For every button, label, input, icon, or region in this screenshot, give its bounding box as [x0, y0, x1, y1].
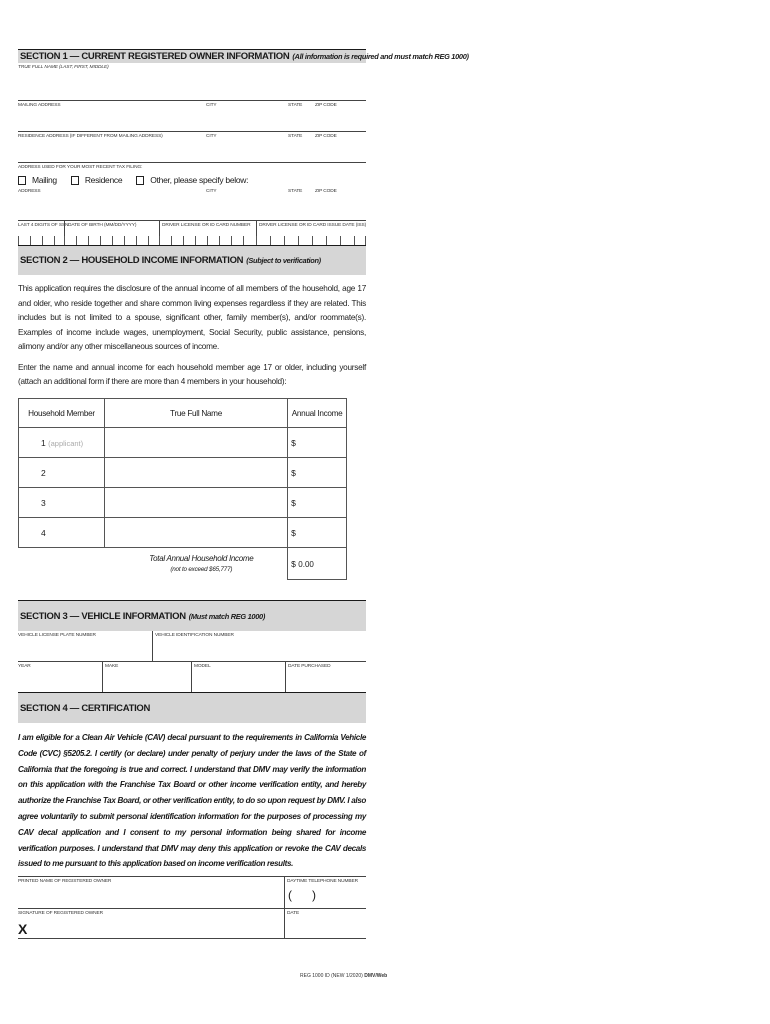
mailing-option-label: Mailing [32, 175, 57, 185]
header-household-member: Household Member [19, 399, 105, 428]
member-name-cell[interactable] [104, 428, 287, 458]
member-income-cell[interactable] [288, 428, 347, 458]
tax-city-label: CITY [206, 189, 217, 194]
mailing-state-label: STATE [288, 103, 303, 108]
section1-note: (All information is required and must match REG 1000) [292, 52, 469, 61]
phone-area-code[interactable]: ( ) [288, 888, 316, 903]
member-number: 2 [41, 467, 46, 478]
member-number: 3 [41, 497, 46, 508]
divider [284, 877, 285, 910]
vin-label: VEHICLE IDENTIFICATION NUMBER [155, 633, 234, 638]
tax-zip-label: ZIP CODE [315, 189, 337, 194]
form-footer [300, 973, 387, 979]
residence-city-label: CITY [206, 134, 217, 139]
ssn-digit-boxes[interactable] [18, 236, 64, 245]
total-label-cell [19, 548, 288, 580]
currency-symbol: $ [291, 558, 296, 569]
table-row [19, 518, 347, 548]
member-name-cell[interactable] [104, 518, 287, 548]
printed-name-label[interactable]: PRINTED NAME OF REGISTERED OWNER [18, 879, 112, 885]
dl-digit-boxes[interactable] [159, 236, 256, 245]
table-row [19, 488, 347, 518]
tax-filing-address-label: ADDRESS USED FOR YOUR MOST RECENT TAX FILING: [18, 165, 143, 170]
member-name-cell[interactable] [104, 458, 287, 488]
table-row [19, 458, 347, 488]
true-full-name-label: TRUE FULL NAME (LAST, FIRST, MIDDLE) [18, 65, 109, 70]
residence-checkbox[interactable] [71, 176, 79, 185]
plate-label: VEHICLE LICENSE PLATE NUMBER [18, 633, 96, 638]
dl-issue-date-label: DRIVER LICENSE OR ID CARD ISSUE DATE (ISS) [259, 223, 367, 228]
divider [152, 631, 153, 662]
member-number-cell [19, 488, 105, 518]
header-true-full-name: True Full Name [104, 399, 287, 428]
member-name-cell[interactable] [104, 488, 287, 518]
total-row [19, 548, 347, 580]
section4-header [18, 692, 366, 723]
year-label: YEAR [18, 664, 31, 669]
daytime-phone-label: DAYTIME TELEPHONE NUMBER [287, 879, 358, 885]
member-number: 4 [41, 527, 46, 538]
total-income-value: 0.00 [298, 559, 314, 569]
section1-title: SECTION 1 — CURRENT REGISTERED OWNER INFORMATION [20, 51, 290, 62]
total-label: Total Annual Household Income [149, 554, 254, 564]
currency-symbol: $ [291, 527, 296, 538]
date-label[interactable]: DATE [287, 911, 300, 917]
applicant-note: (applicant) [48, 438, 84, 448]
divider [102, 662, 103, 692]
section4-title: SECTION 4 — CERTIFICATION [20, 702, 151, 714]
table-row [19, 428, 347, 458]
divider [284, 909, 285, 939]
income-instructions-paragraph: Enter the name and annual income for each household member age 17 or older, including yourself (attach an additional form if there are more than 4 members in your household): [18, 362, 366, 386]
residence-zip-label: ZIP CODE [315, 134, 337, 139]
mailing-checkbox[interactable] [18, 176, 26, 185]
member-number-cell [19, 458, 105, 488]
mailing-zip-label: ZIP CODE [315, 103, 337, 108]
member-number-cell [19, 428, 105, 458]
other-checkbox[interactable] [136, 176, 144, 185]
table-header-row [19, 399, 347, 428]
tax-address-label: ADDRESS [18, 189, 41, 194]
id-numbers-row [18, 221, 366, 245]
mailing-city-label: CITY [206, 103, 217, 108]
section1-header [18, 49, 469, 63]
section3-note: (Must match REG 1000) [188, 611, 266, 621]
currency-symbol: $ [291, 497, 296, 508]
form-id: REG 1000 ID (NEW 1/2020) [300, 973, 363, 979]
printed-name-row [18, 876, 366, 909]
ssn-label: LAST 4 DIGITS OF SSN [18, 223, 69, 228]
certification-statement: I am eligible for a Clean Air Vehicle (CAV) decal pursuant to the requirements in California Vehicle Code (CVC) §5205.2. I certify (or declare) under penalty of perjury under the laws of the State of California that the foregoing is true and correct. I understand that DMV may verify the information on this application with the Franchise Tax Board or other income verification entity, and hereby authorize the Franchise Tax Board, or other verification entity, to do so upon request by DMV. I also agree voluntarily to submit personal identification information for the purposes of processing my CAV decal application and I consent to my personal information being shared for income verification purposes. I understand that DMV may deny this application or revoke the CAV decals issued to me pursuant to this application based on income verification results. [18, 733, 366, 869]
vehicle-details-row [18, 662, 366, 692]
residence-address-row[interactable] [18, 132, 366, 163]
divider [285, 662, 286, 692]
member-number-cell [19, 518, 105, 548]
mailing-address-row[interactable] [18, 101, 366, 132]
dl-number-label: DRIVER LICENSE OR ID CARD NUMBER [162, 223, 251, 228]
section2-header [18, 245, 366, 275]
plate-vin-row [18, 631, 366, 662]
household-income-table [18, 398, 347, 580]
currency-symbol: $ [291, 437, 296, 448]
header-annual-income: Annual Income [288, 399, 347, 428]
tax-filing-address-row [18, 163, 366, 221]
form-page [18, 40, 469, 390]
web-label: DMV/Web [364, 973, 388, 979]
make-label: MAKE [105, 664, 119, 669]
currency-symbol: $ [291, 467, 296, 478]
member-number: 1 [41, 437, 46, 448]
dob-digit-boxes[interactable] [64, 236, 159, 245]
model-label: MODEL [194, 664, 211, 669]
signature-mark[interactable]: X [18, 921, 28, 938]
total-income-cell[interactable] [288, 548, 347, 580]
section3 [18, 600, 366, 939]
tax-state-label: STATE [288, 189, 303, 194]
tax-filing-options [18, 173, 248, 187]
member-income-cell[interactable] [288, 518, 347, 548]
income-disclosure-paragraph: This application requires the disclosure of the annual income of all members of the household, age 17 and older, who reside together and share common living expenses regardless if they are related. This includes but is not limited to a spouse, significant other, family member(s), and/or roommate(s). Examples of income include wages, unemployment, Social Security, public assistance, pensions, alimony and/or any other miscellaneous sources of income. [18, 284, 366, 351]
total-note: (not to exceed $65,777) [170, 566, 233, 574]
section2-title: SECTION 2 — HOUSEHOLD INCOME INFORMATION [20, 255, 244, 266]
dob-label: DATE OF BIRTH (MM/DD/YYYY) [68, 223, 137, 228]
section3-title: SECTION 3 — VEHICLE INFORMATION [20, 610, 186, 622]
residence-address-label: RESIDENCE ADDRESS (IF DIFFERENT FROM MAILING ADDRESS) [18, 134, 163, 139]
member-income-cell[interactable] [288, 458, 347, 488]
residence-state-label: STATE [288, 134, 303, 139]
mailing-address-label: MAILING ADDRESS [18, 103, 61, 108]
signature-row [18, 909, 366, 939]
dl-issue-digit-boxes[interactable] [256, 236, 366, 245]
other-option-label: Other, please specify below: [150, 175, 249, 185]
member-income-cell[interactable] [288, 488, 347, 518]
section2-note: (Subject to verification) [246, 256, 321, 265]
section3-header [18, 600, 366, 631]
date-purchased-label: DATE PURCHASED [288, 664, 331, 669]
residence-option-label: Residence [84, 175, 123, 185]
divider [191, 662, 192, 692]
true-full-name-field[interactable] [18, 63, 366, 101]
signature-label: SIGNATURE OF REGISTERED OWNER [18, 911, 103, 917]
